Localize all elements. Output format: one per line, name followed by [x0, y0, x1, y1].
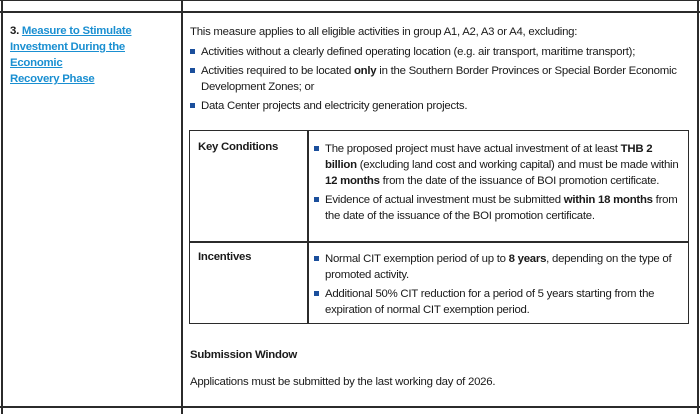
- square-bullet-icon: [314, 146, 319, 151]
- table-top-rule: [0, 0, 700, 1]
- title-line-1: Measure to Stimulate: [21, 25, 132, 37]
- exclusion-item: [190, 98, 690, 114]
- column-divider: [181, 0, 183, 414]
- exclusion-text: only: [353, 65, 377, 77]
- key-condition-item: [314, 192, 682, 224]
- key-condition-item-text: Evidence of actual investment must be submitted: [325, 194, 564, 206]
- key-condition-item-text: 12 months: [325, 175, 380, 187]
- key-condition-item-text: THB 2 billion: [325, 143, 653, 171]
- title-line-3: Recovery Phase: [10, 73, 95, 85]
- intro-text: This measure applies to all eligible activities in group A1, A2, A3 or A4, excluding:: [190, 26, 578, 38]
- incentive-item-text: Additional 50% CIT reduction for a period of 5 years starting from the expiration of normal CIT exemption period.: [325, 288, 655, 316]
- square-bullet-icon: [190, 49, 195, 54]
- inner-row-divider: [190, 241, 688, 243]
- incentive-item-text: Normal CIT exemption period of up to: [325, 253, 509, 265]
- exclusion-text: Activities without a clearly defined operating location (e.g. air transport, maritime transport);: [201, 46, 636, 58]
- incentive-item-text: 8 years: [508, 253, 547, 265]
- left-border: [1, 0, 3, 414]
- square-bullet-icon: [314, 197, 319, 202]
- submission-heading: Submission Window: [190, 349, 298, 361]
- key-conditions-label: Key Conditions: [198, 141, 279, 153]
- key-condition-item-text: from the date of the issuance of the BOI promotion certificate.: [325, 194, 678, 222]
- key-condition-item: [314, 141, 682, 189]
- exclusion-item: [190, 63, 690, 95]
- incentive-item: [314, 251, 682, 283]
- conditions-table: [189, 130, 689, 324]
- measure-details: [190, 24, 690, 117]
- key-condition-item-text: within 18 months: [563, 194, 653, 206]
- row-top-rule: [0, 11, 700, 13]
- incentives-list: [314, 251, 682, 321]
- row-bottom-rule: [0, 406, 700, 408]
- exclusion-text: Data Center projects and electricity generation projects.: [201, 100, 468, 112]
- square-bullet-icon: [314, 291, 319, 296]
- section-title-link[interactable]: [10, 25, 132, 85]
- title-line-2: Investment During the Economic: [10, 41, 125, 69]
- right-border: [697, 0, 699, 414]
- square-bullet-icon: [190, 103, 195, 108]
- square-bullet-icon: [190, 68, 195, 73]
- square-bullet-icon: [314, 256, 319, 261]
- key-condition-item-text: from the date of the issuance of BOI promotion certificate.: [379, 175, 660, 187]
- key-conditions-list: [314, 141, 682, 227]
- exclusion-list: [190, 44, 690, 114]
- incentives-label: Incentives: [198, 251, 252, 263]
- exclusion-item: [190, 44, 690, 60]
- section-title: [10, 23, 180, 87]
- section-number: 3.: [10, 25, 19, 37]
- key-condition-item-text: The proposed project must have actual investment of at least: [325, 143, 621, 155]
- exclusion-text: in the Southern Border Provinces or Special Border Economic Development Zones; or: [201, 65, 677, 93]
- incentive-item-text: , depending on the type of promoted activity.: [325, 253, 672, 281]
- inner-column-divider: [307, 131, 309, 323]
- key-condition-item-text: (excluding land cost and working capital) and must be made within: [356, 159, 679, 171]
- exclusion-text: Activities required to be located: [201, 65, 354, 77]
- incentive-item: [314, 286, 682, 318]
- submission-text: Applications must be submitted by the last working day of 2026.: [190, 376, 496, 388]
